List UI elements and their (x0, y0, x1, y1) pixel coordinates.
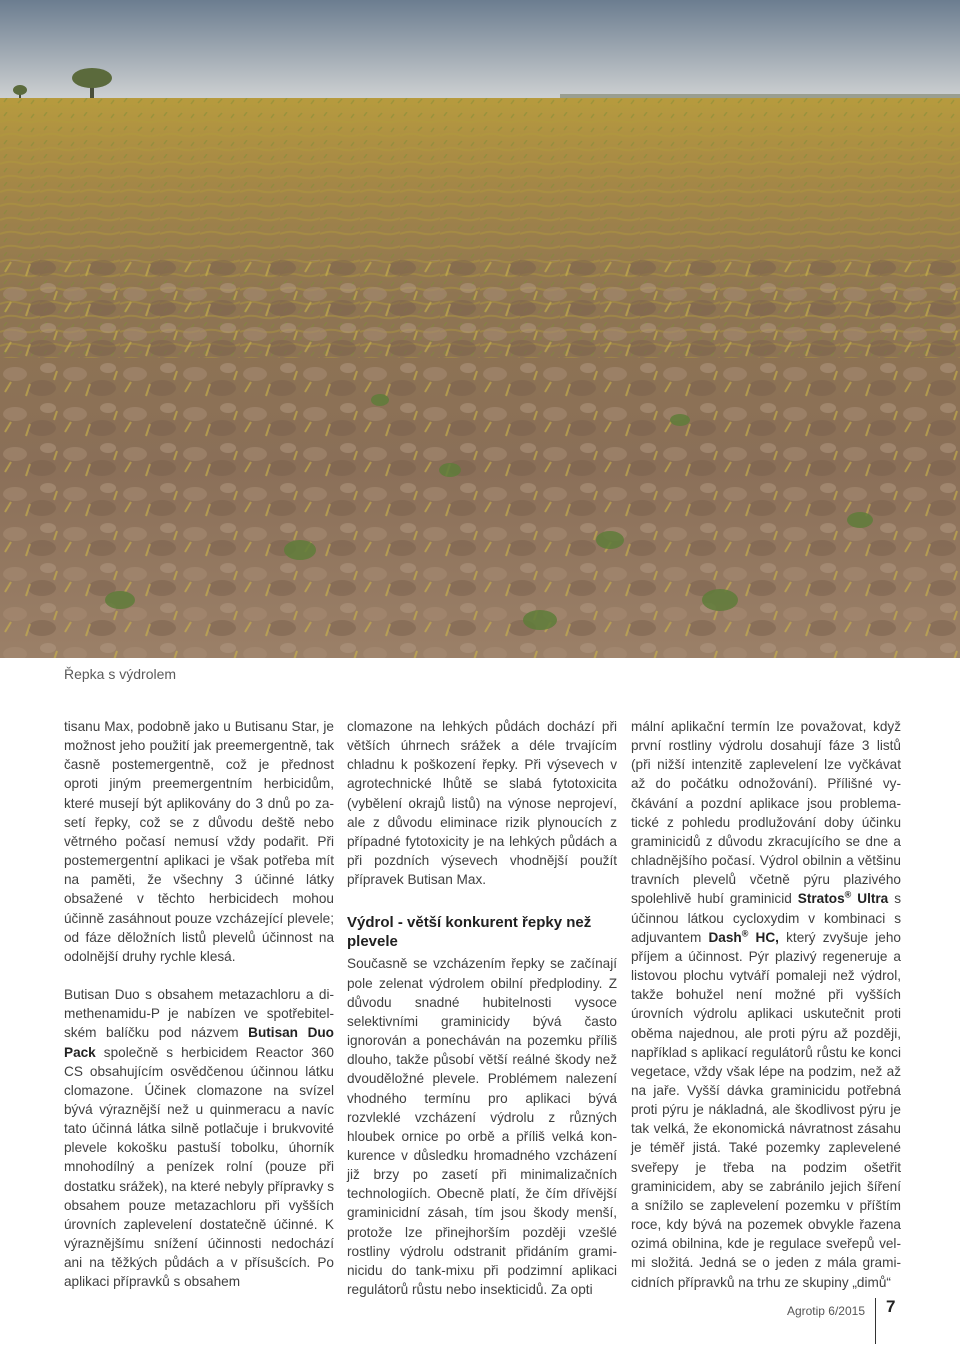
photo-caption: Řepka s výdrolem (64, 666, 177, 682)
paragraph: Butisan Duo s obsahem metazachloru a dimethenamidu-P je nabízen ve spotřebitelském balíčku pod názvem Butisan Duo Pack společně s herbicidem Reactor 360 CS obsahujícím osvědčenou účinnou látku clomazone. Účinek clomazone na svízel bývá výraznější než u quinmeracu a navíc tato účinná látka silně potlačuje i brukvovité plevele kokošku pastuší tobolku, úhorník mnohodílný a penízek rolní (pouze při dostatku srážek), na které nebyly přípravky s obsahem pouze metazachloru při vyšších úrovních zaplevelení dostatečně účinné. K výraznějšímu snížení účinnosti nedochází ani na těžkých půdách a v přísušcích. Po aplikaci přípravků s obsahem (64, 987, 334, 1290)
publication-name: Agrotip 6/2015 (786, 1304, 865, 1318)
text-column-1 (64, 717, 334, 1292)
field-photo (0, 0, 960, 658)
sky (0, 0, 960, 100)
page-number: 7 (886, 1297, 896, 1316)
footer-divider (875, 1298, 876, 1344)
paragraph: Současně se vzcházením řepky se začínají pole zelenat výdrolem obilní předplodiny. Z důvodu snadné hubitelnosti vysoce selektivními graminicidy bývá často ignorován a ponecháván na pozemku příliš dlouho, takže působí větší reálné škody než dvouděložné plevele. Problémem nalezení vhodného termínu pro aplikaci bývá rozvleklé vzcházení výdrolu z různých hloubek ornice po orbě a příliš velká konkurence v důsledku hromadného vzcházení již brzy po zasetí při minimalizačních technologiích. Obecně platí, že čím dřívější graminicidní zásah, tím jsou škody menší, protože lze přinejhorším později vzešlé rostliny výdrolu odstranit přidáním graminicidu do tank-mixu při podzimní aplikaci regulátorů růstu nebo insekticidů. Za opti (347, 956, 617, 1298)
text-column-3 (631, 717, 901, 1292)
field-photo-illustration (0, 0, 960, 658)
text-column-2 (347, 717, 617, 1299)
product-name: Butisan Duo Pack (64, 1025, 334, 1060)
section-heading: Výdrol - větší konkurent řepky než plevele (347, 914, 592, 951)
paragraph: tisanu Max, podobně jako u Butisanu Star, je možnost jeho použití jak preemergentně, tak časně postemergentně, což je přednost oproti jiným preemergentním herbicidům, které musejí být aplikovány do 3 dnů po zasetí řepky, což se z důvodu deště nebo větrného počasí nemusí vždy podařit. Při postemergentní aplikaci je však potřeba mít na paměti, že všechny 3 účinné látky obsažené v těchto herbicidech mohou účinně zasáhnout pouze vzcházející plevele; od fáze děložních listů plevelů účinnost na odolnější druhy rychle klesá. (64, 719, 334, 964)
paragraph: clomazone na lehkých půdách dochází při větších úhrnech srážek a déle trvajícím chladnu k poškození řepky. Při výsevech v agrotechnické lhůtě se slabá fytotoxicita (vybělení okrajů listů) na výnose neprojeví, ale z důvodu eliminace rizik plynoucích z případné fytotoxicity je na lehkých půdách a při pozdních výsevech vhodnější použít přípravek Butisan Max. (347, 719, 617, 888)
product-name: Stratos® Ultra (797, 889, 889, 907)
paragraph: mální aplikační termín lze považovat, když první rostliny výdrolu dosahují fáze 3 listů (při nižší intenzitě zaplevelení lze vyčkávat až do počátku odnožování). Přílišné vyčkávání a pozdní aplikace jsou problematické z pohledu prodlužování doby účinku graminicidů z důvodu zkracujícího se dne a chladnějšího počasí. Výdrol obilnin a většinu travních plevelů včetně pýru plazivého spolehlivě hubí graminicid Stratos® Ultra s účinnou látkou cycloxydim v kombinaci s adjuvantem Dash® HC, který zvyšuje jeho příjem a účinnost. Pýr plazivý regeneruje a listovou plochu vytváří pomaleji než výdrol, takže bohužel není možné při vyšších úrovních výdrolu aplikaci uskutečnit proti oběma najednou, ale proti pýru až později, například s aplikací regulátorů růstu ke konci vegetace, vždy však lépe na podzim, než až na jaře. Vyšší dávka graminicidu potřebná proti pýru je nákladná, ale škodlivost pýru je tak velká, že ekonomická návratnost zásahu je téměř jistá. Také pozemky zaplevelené sveřepy je třeba na podzim ošetřit graminicidem, aby se zabránilo jejich šíření a snížilo se zaplevelení pozemku v příštím roce, kdy bývá na pozemek obvykle řazena ozimá obilnina, kde je regulace sveřepů velmi složitá. Jedná se o jeden z mála gramicidních přípravků na trhu ze skupiny „dimů“ (631, 719, 902, 1290)
product-name: Dash® HC, (708, 928, 779, 945)
